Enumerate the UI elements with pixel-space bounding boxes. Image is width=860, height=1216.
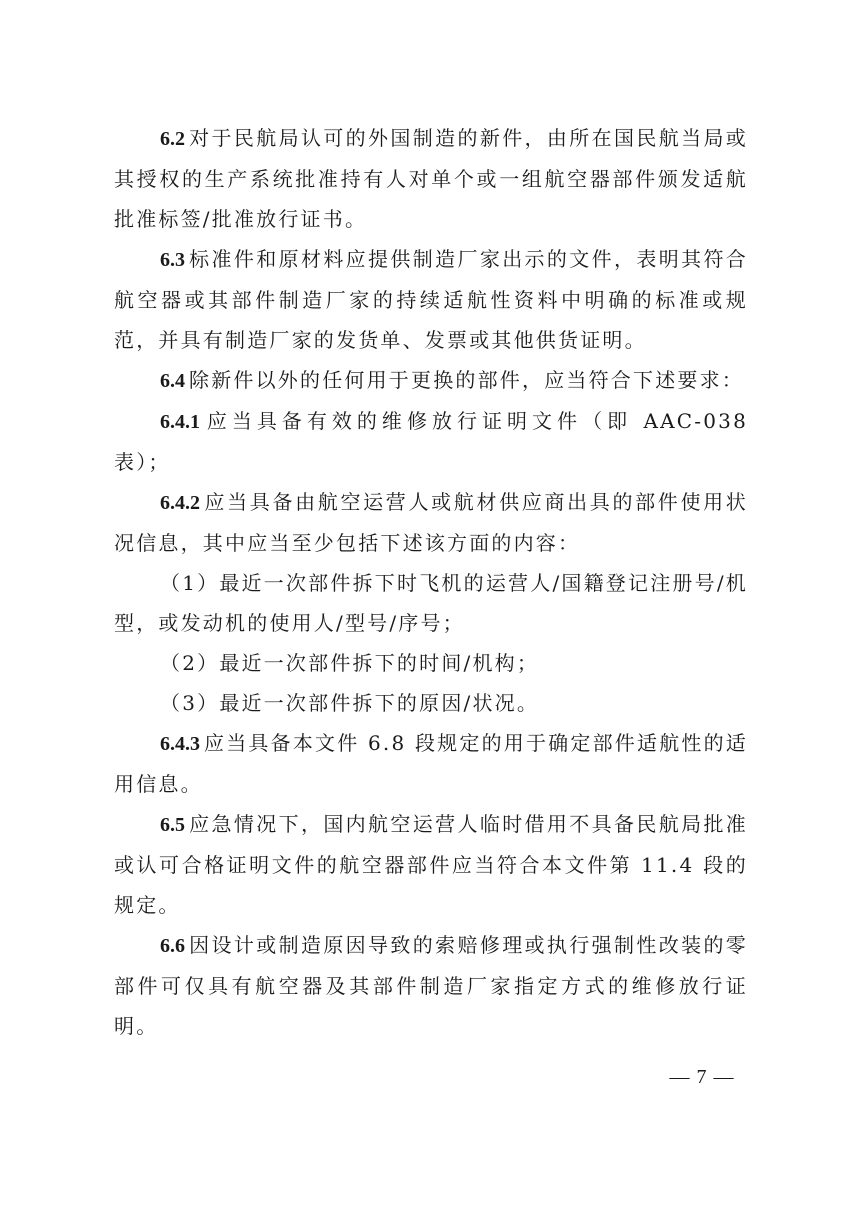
section-number: 6.4.3 xyxy=(160,733,200,755)
section-number: 6.4.2 xyxy=(160,492,200,514)
section-number: 6.6 xyxy=(160,935,185,957)
paragraph-text: 应当具备本文件 6.8 段规定的用于确定部件适航性的适用信息。 xyxy=(114,731,748,796)
paragraph-text: 应当具备由航空运营人或航材供应商出具的部件使用状况信息，其中应当至少包括下述该方面的内容： xyxy=(114,490,748,555)
paragraph-6-3 xyxy=(114,239,748,360)
paragraph-text: 应当具备有效的维修放行证明文件（即 AAC-038 表）； xyxy=(114,409,748,474)
list-item-text: （1）最近一次部件拆下时飞机的运营人/国籍登记注册号/机型，或发动机的使用人/型号/序号； xyxy=(114,571,748,635)
list-item-text: （3）最近一次部件拆下的原因/状况。 xyxy=(160,691,540,715)
paragraph-text: 因设计或制造原因导致的索赔修理或执行强制性改装的零部件可仅具有航空器及其部件制造厂家指定方式的维修放行证明。 xyxy=(114,933,748,1038)
paragraph-text: 对于民航局认可的外国制造的新件，由所在国民航当局或其授权的生产系统批准持有人对单个或一组航空器部件颁发适航批准标签/批准放行证书。 xyxy=(114,126,748,231)
list-item-1 xyxy=(114,563,748,643)
section-number: 6.5 xyxy=(160,814,185,836)
paragraph-text: 应急情况下，国内航空运营人临时借用不具备民航局批准或认可合格证明文件的航空器部件应当符合本文件第 11.4 段的规定。 xyxy=(114,812,748,917)
paragraph-6-2 xyxy=(114,118,748,239)
paragraph-text: 标准件和原材料应提供制造厂家出示的文件，表明其符合航空器或其部件制造厂家的持续适航性资料中明确的标准或规范，并具有制造厂家的发货单、发票或其他供货证明。 xyxy=(114,247,748,352)
section-number: 6.2 xyxy=(160,128,185,150)
list-item-3 xyxy=(114,683,748,723)
body-text xyxy=(114,118,748,1046)
list-item-2 xyxy=(114,643,748,683)
paragraph-6-5 xyxy=(114,804,748,925)
paragraph-6-4-2 xyxy=(114,482,748,563)
paragraph-6-4-1 xyxy=(114,401,748,482)
section-number: 6.4.1 xyxy=(160,411,200,433)
section-number: 6.4 xyxy=(160,370,185,392)
page-number: — 7 — xyxy=(669,1066,735,1088)
paragraph-6-4 xyxy=(114,360,748,401)
section-number: 6.3 xyxy=(160,249,185,271)
paragraph-6-4-3 xyxy=(114,723,748,804)
list-item-text: （2）最近一次部件拆下的时间/机构； xyxy=(160,651,540,675)
paragraph-6-6 xyxy=(114,925,748,1046)
paragraph-text: 除新件以外的任何用于更换的部件，应当符合下述要求： xyxy=(189,368,744,392)
